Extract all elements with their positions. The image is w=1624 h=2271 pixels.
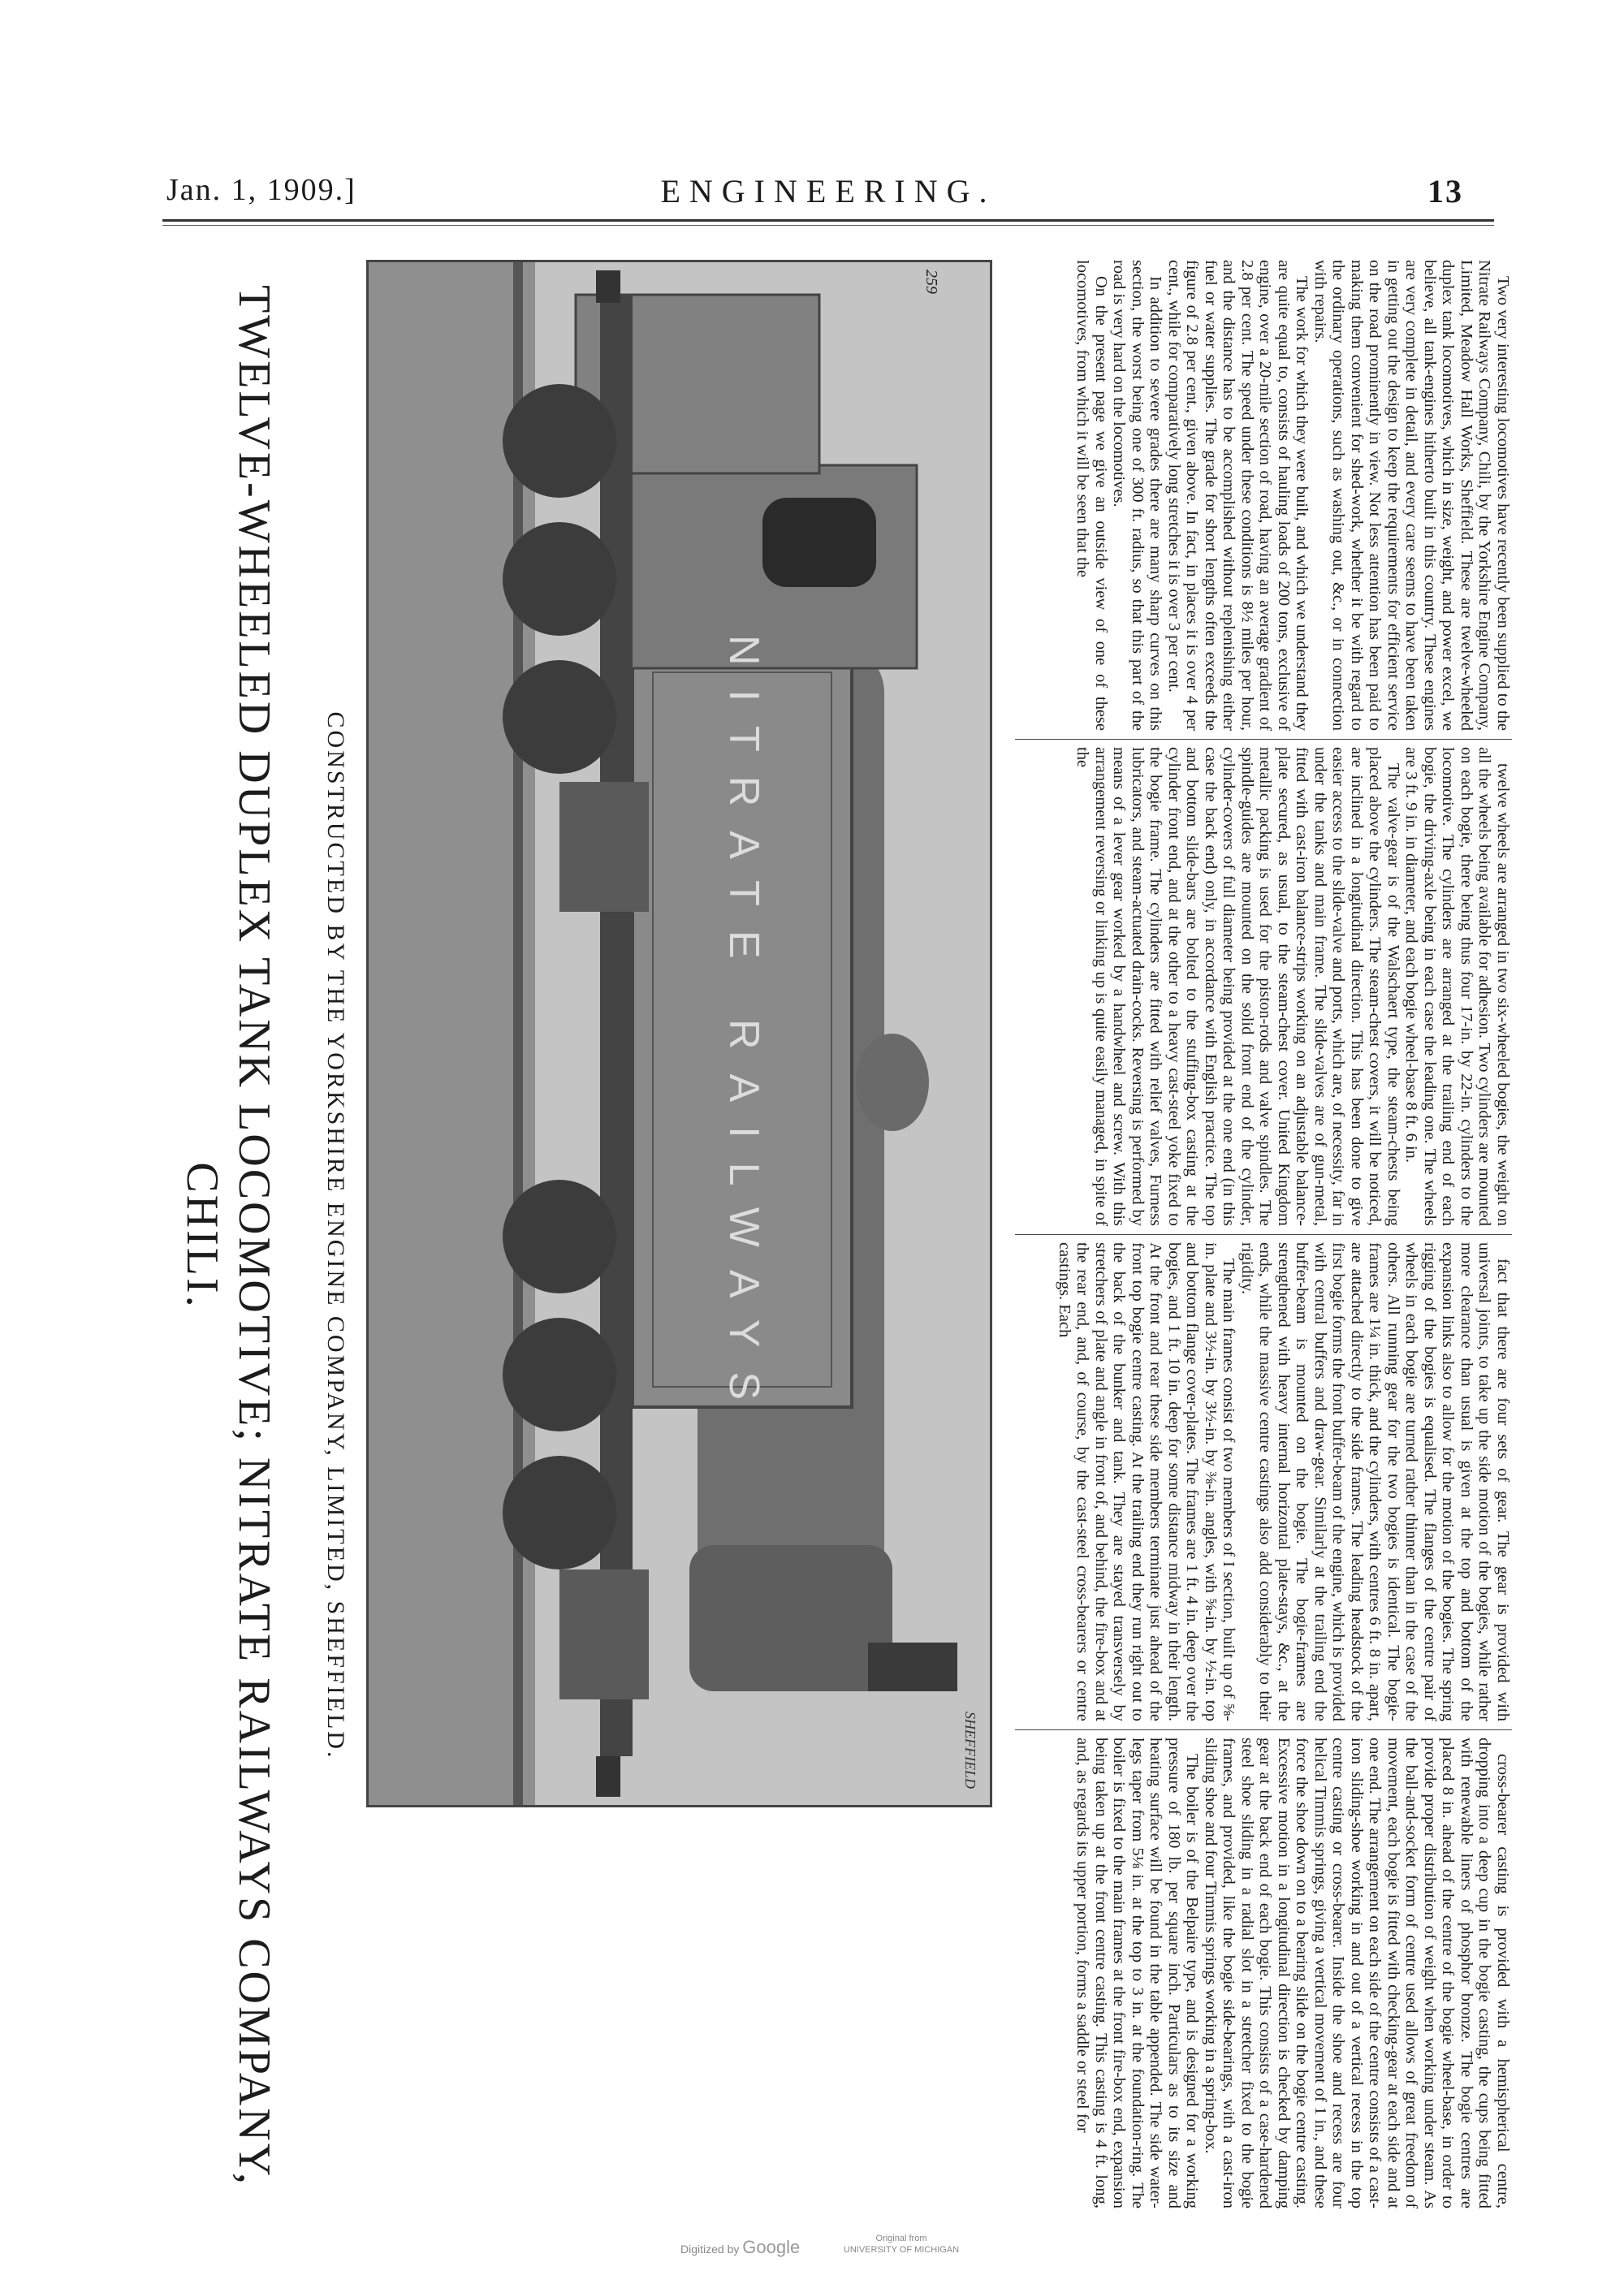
text-column-1 (1017, 260, 1512, 731)
digitized-by-label: Digitized by (680, 2243, 740, 2256)
article-subtitle: CONSTRUCTED BY THE YORKSHIRE ENGINE COMPANY, LIMITED, SHEFFIELD. (322, 711, 349, 1760)
journal-title: ENGINEERING. (660, 173, 996, 209)
original-from-mark (836, 2233, 966, 2256)
header-rule-thin (162, 225, 1494, 226)
locomotive-photograph (366, 260, 992, 1807)
issue-date: Jan. 1, 1909.] (166, 173, 356, 207)
text-column-2 (1017, 747, 1512, 1226)
column-divider (1015, 739, 1512, 740)
original-from-label: Original from (875, 2234, 927, 2243)
rotated-page-body (138, 245, 1518, 2226)
article-title: TWELVE-WHEELED DUPLEX TANK LOCOMOTIVE; NITRATE RAILWAYS COMPANY, CHILI. (177, 285, 279, 2187)
photographer-mark: SHEFFIELD (962, 1712, 978, 1789)
paragraph: Two very interesting locomotives have recently been supplied to the Nitrate Railways Company, Chili, by the Yorkshire Engine Company, Limited, Meadow Hall Works, Sheffield. These are twelve-wheeled duplex tank locomotives, which in size, weight, and power excel, we believe, all tank-engines hitherto built in this country. These engines are very complete in detail, and every care seems to have been taken in getting out the design to keep the requirements for efficient service on the road prominently in view. Not less attention has been paid to making them convenient for shed-work, whether it be with regard to the ordinary operations, such as washing out, &c., or in connection with repairs. (1311, 260, 1512, 731)
paragraph: The boiler is of the Belpaire type, and is designed for a working pressure of 180 lb. per square inch. Particulars as to its size and heating surface will be found in the table appended. The side water-legs taper from 5⅛ in. at the top to 3 in. at the foundation-ring. The boiler is fixed to the main frames at the front fire-box end, expansion being taken up at the front centre casting. This casting is 4 ft. long, and, as regards its upper portion, forms a saddle or steel for (1073, 1738, 1202, 2208)
column-divider (1015, 1729, 1512, 1730)
original-from-institution: UNIVERSITY OF MICHIGAN (843, 2245, 960, 2255)
text-column-3 (1017, 1242, 1512, 1721)
locomotive-illustration (369, 262, 990, 1805)
paragraph: cross-bearer casting is provided with a hemispherical centre, dropping into a deep cup in the bogie casting, the cups being fitted with renewable liners of phosphor bronze. The bogie centres are placed 8 in. ahead of the centre of the bogie wheel-base, in order to provide proper distribution of weight when working under steam. As the ball-and-socket form of centre used allows of great freedom of movement, each bogie is fitted with checking-gear at each side and at one end. The arrangement on each side of the centre consists of a cast-iron sliding-shoe working in and out of a vertical recess in the top centre casting or cross-bearer. Inside the shoe and recess are four helical Timmis springs, giving a vertical movement of 1 in., and these force the shoe down on to a bearing slide on the bogie centre casting. Excessive motion in a longitudinal direction is checked by damping gear at the back end of each bogie. This consists of a case-hardened steel shoe sliding in a radial slot in a stretcher fixed to the bogie frames, and provided, like the bogie side-bearings, with a cast-iron sliding shoe and four Timmis springs working in a spring-box. (1202, 1738, 1512, 2208)
paragraph: On the present page we give an outside view of one of these locomotives, from which it will be seen that the (1073, 260, 1110, 731)
paragraph: In addition to severe grades there are many sharp curves on this section, the worst being one of 300 ft. radius, so that this part of the road is very hard on the locomotives. (1110, 260, 1165, 731)
paragraph: fact that there are four sets of gear. The gear is provided with universal joints, to take up the side motion of the bogies, while rather more clearance than usual is given at the top and bottom of the expansion links also to allow for the motion of the bogies. The spring rigging of the bogies is equalised. The flanges of the centre pair of wheels in each bogie are turned rather thinner than in the case of the others. All running gear for the two bogies is identical. The bogie-frames are 1¼ in. thick, and the cylinders, with centres 6 ft. 8 in. apart, are attached directly to the side frames. The leading headstock of the first bogie forms the front buffer-beam of the engine, which is provided with central buffers and draw-gear. Similarly at the trailing end the buffer-beam is mounted on the bogie. The bogie-frames are strengthened with heavy internal horizontal plate-stays, &c., at the ends, while the massive centre castings also add considerably to their rigidity. (1238, 1242, 1512, 1721)
paragraph: The work for which they were built, and which we understand they are quite equal to, consists of hauling loads of 200 tons, exclusive of engine, over a 20-mile section of road, having an average gradient of 2.8 per cent. The speed under these conditions is 8½ miles per hour, and the distance has to be accomplished without replenishing either fuel or water supplies. The grade for short lengths often exceeds the figure of 2.8 per cent., given above. In fact, in places it is over 4 per cent., while for comparatively long stretches it is over 3 per cent. (1165, 260, 1311, 731)
column-divider (1015, 1234, 1512, 1235)
plate-number: 259 (922, 270, 940, 294)
paragraph: The main frames consist of two members of I section, built up of ⅝-in. plate and 3½-in. by 3½-in. by ⅜-in. angles, with ⅝-in. by ½-in. top and bottom flange cover-plates. The frames are 1 ft. 4 in. deep over the bogies, and 1 ft. 10 in. deep for some distance midway in their length. At the front and rear these side members terminate just ahead of the front top bogie centre casting. At the trailing end they run right out to the back of the bunker and tank. They are stayed transversely by stretchers of plate and angle in front of, and behind, the fire-box and at the rear end, and, of course, by the cast-steel cross-bearers or centre castings. Each (1056, 1242, 1238, 1721)
tank-lettering: NITRATE RAILWAYS (720, 634, 767, 1425)
paragraph: twelve wheels are arranged in two six-wheeled bogies, the weight on all the wheels being available for adhesion. Two cylinders are mounted on each bogie, there being thus four 17-in. by 22-in. cylinders to the locomotive. The cylinders are arranged at the trailing end of each bogie, the driving-axle being in each case the leading one. The wheels are 3 ft. 9 in. in diameter, and each bogie wheel-base 8 ft. 6 in. (1402, 747, 1512, 1226)
header-rule (162, 219, 1494, 222)
paragraph: The valve-gear is of the Walschaert type, the steam-chests being placed above the cylinders. The steam-chest covers, it will be noticed, are inclined in a longitudinal direction. This has been done to give easier access to the slide-valve and ports, which are, of necessity, far in under the tanks and main frame. The slide-valves are of gun-metal, fitted with cast-iron balance-strips working on an adjustable balance-plate secured, as usual, to the steam-chest cover. United Kingdom metallic packing is used for the piston-rods and valve spindles. The spindle-guides are mounted on the solid front end of the cylinder, cylinder-covers of full diameter being provided at the one end (in this case the back end) only, in accordance with English practice. The top and bottom slide-bars are bolted to the stuffing-box casting at the cylinder front end, and at the other to a heavy cast-steel yoke fixed to the bogie frame. The cylinders are fitted with relief valves, Furness lubricators, and steam-actuated drain-cocks. Reversing is performed by means of a lever gear worked by a handwheel and screw. With this arrangement reversing or linking up is quite easily managed, in spite of the (1073, 747, 1402, 1226)
article-columns (1009, 245, 1512, 2210)
google-wordmark: Google (742, 2237, 801, 2257)
text-column-4 (1017, 1738, 1512, 2208)
digitized-by-mark (680, 2237, 800, 2258)
page-number: 13 (1427, 173, 1463, 209)
